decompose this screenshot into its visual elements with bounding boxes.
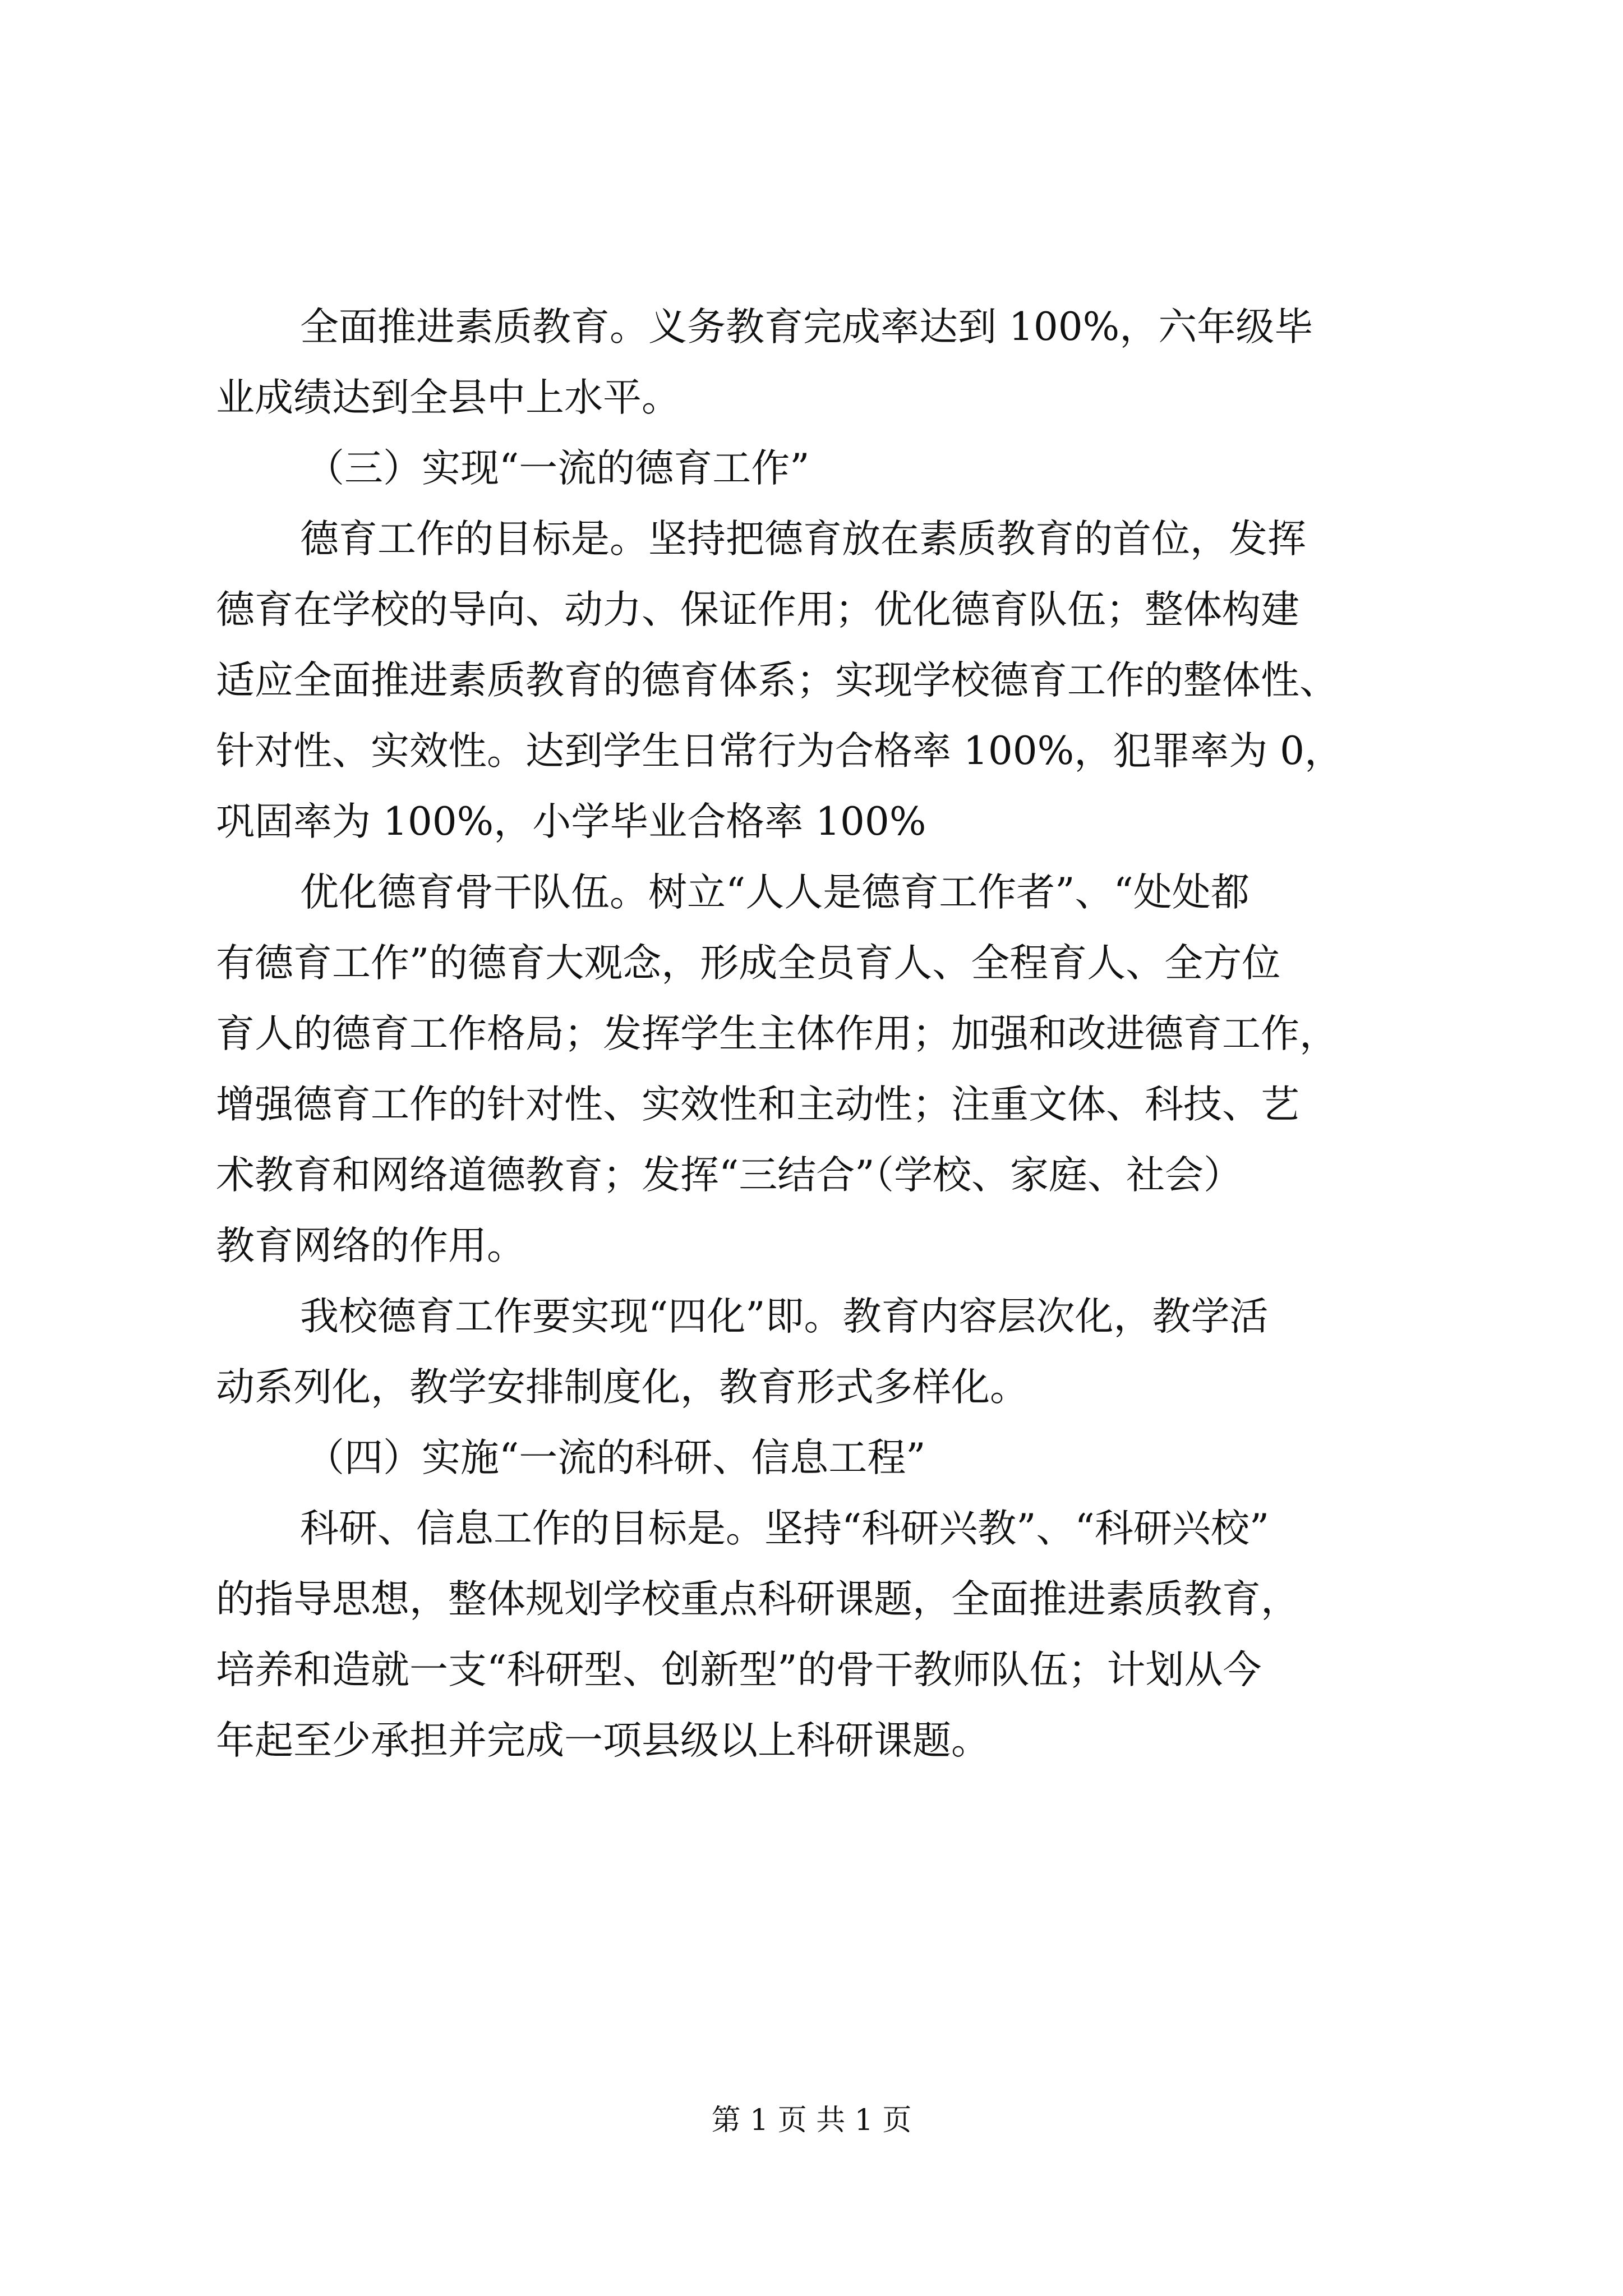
text-line: 动系列化，教学安排制度化，教育形式多样化。 bbox=[216, 1365, 1029, 1410]
paragraph-four-modernizations bbox=[216, 1281, 1422, 1423]
text-line: 巩固率为 100%，小学毕业合格率 100% bbox=[216, 799, 926, 844]
text-line: 业成绩达到全县中上水平。 bbox=[216, 375, 680, 420]
text-line: 优化德育骨干队伍。树立“人人是德育工作者”、“处处都 bbox=[300, 870, 1249, 915]
text-line: 针对性、实效性。达到学生日常行为合格率 100%，犯罪率为 0， bbox=[216, 729, 1344, 774]
text-line: 科研、信息工作的目标是。坚持“科研兴教”、“科研兴校” bbox=[300, 1506, 1270, 1551]
page-footer bbox=[0, 2101, 1623, 2140]
heading-line: （四）实施“一流的科研、信息工程” bbox=[306, 1435, 926, 1480]
text-line: 术教育和网络道德教育；发挥“三结合”（学校、家庭、社会） bbox=[216, 1153, 1243, 1198]
paragraph-moral-education-goals bbox=[216, 504, 1422, 857]
paragraph-quality-education bbox=[216, 292, 1422, 433]
text-line: 德育在学校的导向、动力、保证作用；优化德育队伍；整体构建 bbox=[216, 587, 1299, 632]
text-line: 全面推进素质教育。义务教育完成率达到 100%，六年级毕 bbox=[300, 305, 1313, 349]
paragraph-research-goals bbox=[216, 1493, 1422, 1776]
text-line: 有德育工作”的德育大观念，形成全员育人、全程育人、全方位 bbox=[216, 941, 1281, 986]
section-heading-moral-education bbox=[216, 433, 1422, 504]
heading-line: （三）实现“一流的德育工作” bbox=[306, 446, 810, 491]
text-line: 我校德育工作要实现“四化”即。教育内容层次化，教学活 bbox=[300, 1294, 1269, 1339]
text-line: 培养和造就一支“科研型、创新型”的骨干教师队伍；计划从今 bbox=[216, 1648, 1262, 1692]
text-line: 年起至少承担并完成一项县级以上科研课题。 bbox=[216, 1718, 990, 1763]
document-body bbox=[216, 292, 1422, 1776]
text-line: 增强德育工作的针对性、实效性和主动性；注重文体、科技、艺 bbox=[216, 1082, 1299, 1127]
page-number: 第 1 页 共 1 页 bbox=[711, 2104, 912, 2137]
paragraph-moral-education-team bbox=[216, 857, 1422, 1281]
section-heading-research bbox=[216, 1423, 1422, 1493]
text-line: 适应全面推进素质教育的德育体系；实现学校德育工作的整体性、 bbox=[216, 658, 1338, 703]
text-line: 的指导思想，整体规划学校重点科研课题，全面推进素质教育， bbox=[216, 1577, 1299, 1622]
text-line: 教育网络的作用。 bbox=[216, 1223, 525, 1268]
text-line: 德育工作的目标是。坚持把德育放在素质教育的首位，发挥 bbox=[300, 517, 1306, 562]
text-line: 育人的德育工作格局；发挥学生主体作用；加强和改进德育工作， bbox=[216, 1011, 1338, 1056]
